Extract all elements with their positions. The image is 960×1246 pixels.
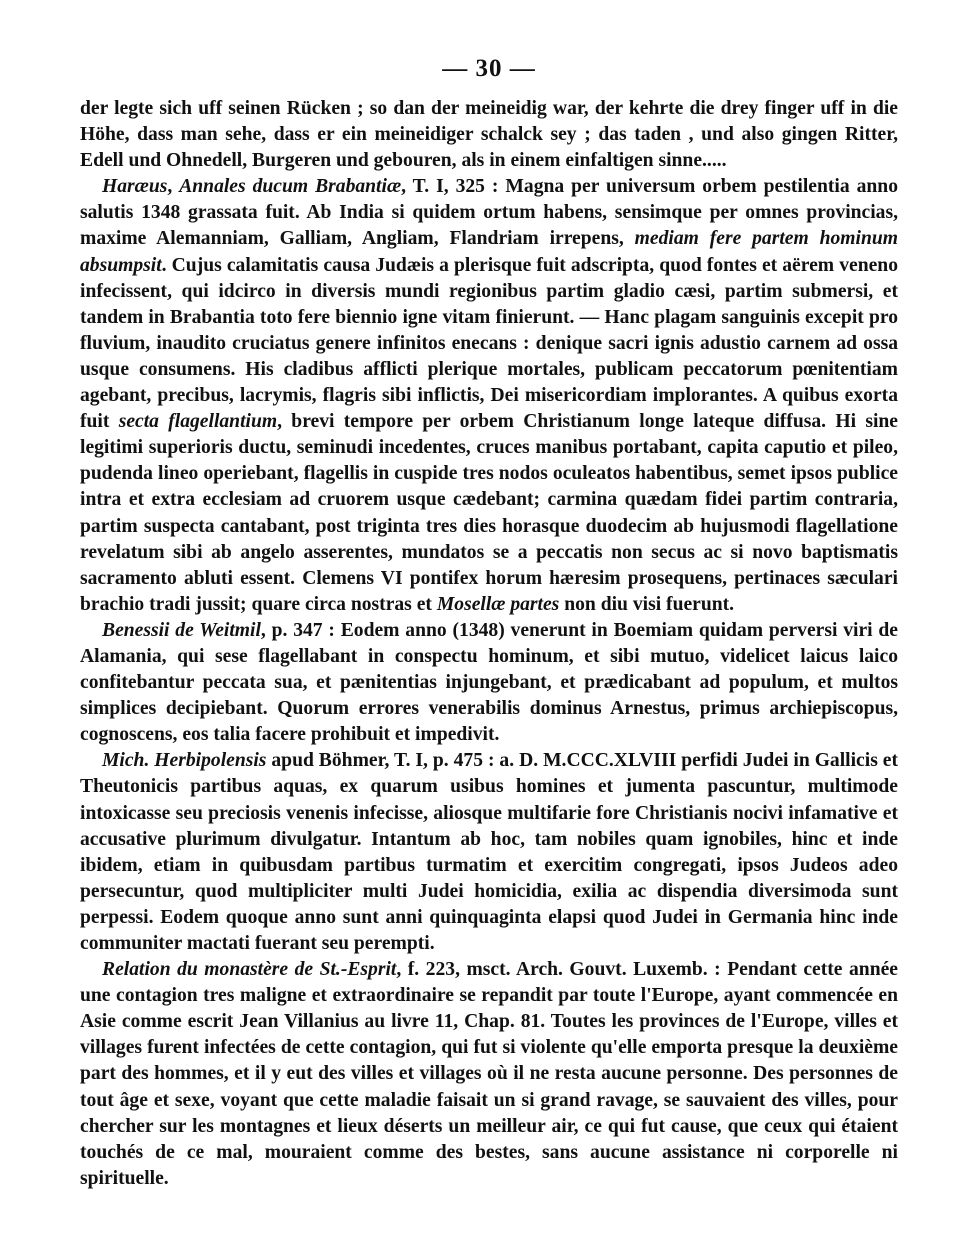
paragraph-haraeus — [80, 174, 898, 618]
paragraph-herbipolensis — [80, 748, 898, 957]
paragraph-benessii — [80, 618, 898, 748]
paragraph-text: , brevi tempore per orbem Christianum longe lateque diffusa. Hi sine legitimi superioris ductu, seminudi incedentes, cruces manibus portabant, capita caputio et pileo, pudenda lineo operiebant, flagellis in cuspide tres nodos oculeatos habentibus, semet ipsos publice intra et extra ecclesiam ad cruorem usque cædebant; carmina quædam fidei partim contraria, partim suspecta cantabant, post triginta tres dies horasque duodecim ab hujusmodi flagellatione revelatum sibi ab angelo asserentes, mundatos se a peccatis non secus ac si novo baptismatis sacramento abluti essent. Clemens VI pontifex horum hæresim prosequens, pertinaces sæculari brachio tradi jussit; quare circa nostras et — [80, 411, 898, 615]
paragraph-text: der legte sich uff seinen Rücken ; so dan der meineidig war, der kehrte die drey finger uff in die Höhe, dass man sehe, dass er ein meineidiger schalck sey ; das taden , und also gingen Ritter, Edell und Ohnedell, Burgeren und gebouren, als in einem einfaltigen sinne..... — [80, 98, 898, 172]
paragraph-text: . Cujus calamitatis causa Judæis a plerisque fuit adscripta, quod fontes et aërem veneno infecissent, qui idcirco in diversis mundi regionibus partim gladio cæsi, partim submersi, et tandem in Brabantia toto fere biennio igne vitam finierunt. — Hanc plagam sanguinis excepit pro fluvium, inaudito cruciatus genere infinitos enecans : denique sacri ignis adustio carnem ad ossa usque consumens. His cladibus afflicti plerique mortales, publicam peccatorum pœnitentiam agebant, precibus, lacrymis, flagris sibi inflictis, Dei misericordiam implorantes. A quibus exorta fuit — [80, 254, 898, 433]
paragraph-text: , f. 223, msct. Arch. Gouvt. Luxemb. : Pendant cette année une contagion tres maligne et extraordinaire se repandit par toute l'Europe, ayant commencée en Asie comme escrit Jean Villanius au livre 11, Chap. 81. Toutes les provinces de l'Europe, villes et villages furent infectées de cette contagion, qui fut si violente qu'elle emporta presque la deuxième part des hommes, et il y eut des villes et villages où il ne resta aucune personne. Des personnes de tout âge et sexe, voyant que cette maladie faisait un si grand ravage, se sauvaient des villes, pour chercher sur les montagnes et lieux déserts un meilleur air, ce qui fut cause, que ceux qui étaient touchés de ce mal, mouraient comme des bestes, sans aucune assistance ni corporelle ni spirituelle. — [80, 959, 898, 1189]
citation-text: Relation du monastère de St.-Esprit — [102, 959, 397, 981]
paragraph-text: , p. 347 : Eodem anno (1348) venerunt in Boemiam quidam perversi viri de Alamania, qui sese flagellabant in conspectu hominum, et sibi mutuo, videlicet laicus laico confitebantur peccata sua, et pænitentias injungebant, et prædicabant ad populum, et multos simplices decipiebant. Quorum errores venerabilis dominus Arnestus, primus archiepiscopus, cognoscens, eos talia facere prohibuit et impedivit. — [80, 619, 898, 746]
citation-text: Annales ducum Brabantiæ — [179, 176, 402, 198]
citation-text: Mosellæ partes — [436, 593, 560, 615]
paragraph-text: non diu visi fuerunt. — [559, 593, 735, 615]
body-text — [80, 96, 898, 1192]
citation-text: Benessii de Weitmil — [102, 619, 261, 641]
paragraph-continuation — [80, 96, 898, 174]
citation-text: Mich. Herbipolensis — [102, 750, 267, 772]
paragraph-text: , T. I, 325 : Magna per universum orbem pestilentia anno salutis 1348 grassata fuit. Ab India si quidem ortum habens, sensimque per omnes provincias, maxime Alemanniam, Galliam, Angliam, Flandriam irrepens, — [80, 176, 898, 250]
paragraph-relation — [80, 957, 898, 1192]
page-number: — 30 — — [442, 55, 536, 82]
citation-text: mediam fere partem hominum absumpsit — [80, 228, 898, 276]
citation-text: secta flagellantium — [118, 411, 278, 433]
paragraph-text: apud Böhmer, T. I, p. 475 : a. D. M.CCC.XLVIII perfidi Judei in Gallicis et Theutonicis partibus aquas, ex quarum usibus homines et jumenta pascuntur, multimode intoxicasse seu preciosis venenis infecisse, aliosque multifarie fore Christianis nocivi infamative et accusative plurimum divulgatur. Intantum ab hoc, tam nobiles quam ignobiles, hinc et inde ibidem, etiam in quibusdam partibus turmatim et exercitim congregati, ipsos Judeos adeo persecuntur, quod multipliciter multi Judei homicidia, exilia ac dispendia diversimoda sunt perpessi. Eodem quoque anno sunt anni quinquaginta elapsi quod Judei in Germania hinc inde communiter mactati fuerant seu perempti. — [80, 750, 898, 954]
paragraph-text: , — [167, 176, 180, 198]
citation-text: Haræus — [102, 176, 168, 198]
